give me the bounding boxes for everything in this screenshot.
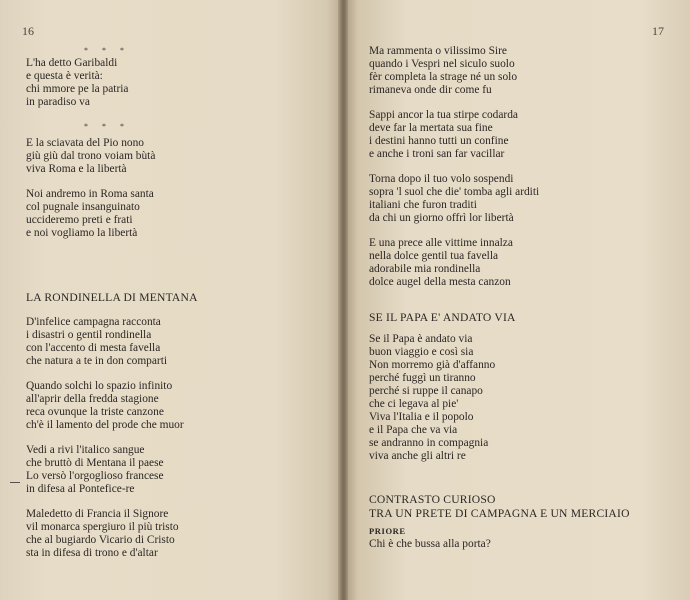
verse-line: che bruttò di Mentana il paese bbox=[26, 457, 164, 469]
verse-line: perché fuggì un tiranno bbox=[369, 372, 476, 384]
verse-line: con l'accento di mesta favella bbox=[26, 342, 161, 354]
verse-line: chi mmore pe la patria bbox=[26, 83, 129, 95]
verse-line: Vedi a rivi l'italico sangue bbox=[26, 444, 145, 456]
verse-line: Quando solchi lo spazio infinito bbox=[26, 380, 173, 392]
stanza bbox=[26, 316, 336, 368]
verse-line: nella dolce gentil tua favella bbox=[369, 250, 499, 262]
stanza bbox=[369, 45, 679, 97]
stanza bbox=[26, 137, 336, 176]
verse-line: sta in difesa di trono e d'altar bbox=[26, 547, 158, 559]
stanza bbox=[26, 57, 336, 109]
right-text-column bbox=[369, 45, 679, 551]
speaker-label: PRIORE bbox=[369, 526, 406, 536]
stanza bbox=[369, 109, 679, 161]
separator-stars: * * * bbox=[84, 46, 130, 55]
verse-line: i disastri o gentil rondinella bbox=[26, 329, 152, 341]
verse-line: sopra 'l suol che die' tomba agli arditi bbox=[369, 186, 540, 198]
verse-line: viva Roma e la libertà bbox=[26, 163, 127, 175]
stanza bbox=[369, 173, 679, 225]
verse-line: ch'è il lamento del prode che muor bbox=[26, 419, 184, 431]
verse-line: quando i Vespri nel siculo suolo bbox=[369, 58, 515, 70]
stanza bbox=[26, 444, 336, 496]
verse-line: i destini hanno tutti un confine bbox=[369, 135, 509, 147]
verse-line: Chi è che bussa alla porta? bbox=[369, 538, 491, 550]
verse-line: in difesa al Pontefice-re bbox=[26, 483, 135, 495]
verse-line: Non morremo già d'affanno bbox=[369, 359, 496, 371]
verse-line: Lo versò l'orgoglioso francese bbox=[26, 470, 164, 482]
verse-line: Maledetto di Francia il Signore bbox=[26, 508, 169, 520]
stanza bbox=[26, 508, 336, 560]
verse-line: vil monarca spergiuro il più tristo bbox=[26, 521, 179, 533]
verse-line: Torna dopo il tuo volo sospendi bbox=[369, 173, 514, 185]
verse-line: Se il Papa è andato via bbox=[369, 333, 473, 345]
left-text-column bbox=[26, 45, 336, 560]
verse-line: da chi un giorno offrì lor libertà bbox=[369, 212, 514, 224]
verse-line: in paradiso va bbox=[26, 96, 90, 108]
verse-line: se andranno in compagnia bbox=[369, 437, 489, 449]
verse-line: che al bugiardo Vicario di Cristo bbox=[26, 534, 175, 546]
verse-line: giù giù dal trono voiam bùtà bbox=[26, 150, 156, 162]
stanza bbox=[369, 333, 679, 463]
verse-line: reca ovunque la triste canzone bbox=[26, 406, 164, 418]
verse-line: rimaneva onde dir come fu bbox=[369, 84, 492, 96]
verse-line: E una prece alle vittime innalza bbox=[369, 237, 513, 249]
verse-line: uccideremo preti e frati bbox=[26, 214, 133, 226]
verse-line: fèr completa la strage né un solo bbox=[369, 71, 518, 83]
verse-line: Sappi ancor la tua stirpe codarda bbox=[369, 109, 518, 121]
verse-line: dolce augel della mesta canzon bbox=[369, 276, 511, 288]
right-page bbox=[344, 0, 690, 600]
verse-line: viva anche gli altri re bbox=[369, 450, 466, 462]
verse-line: D'infelice campagna racconta bbox=[26, 316, 161, 328]
verse-line: italiani che furon traditi bbox=[369, 199, 477, 211]
verse-line: che natura a te in don comparti bbox=[26, 355, 168, 367]
verse-line: Viva l'Italia e il popolo bbox=[369, 411, 474, 423]
verse-line: buon viaggio e così sia bbox=[369, 346, 474, 358]
stanza bbox=[26, 380, 336, 432]
verse-line: adorabile mia rondinella bbox=[369, 263, 481, 275]
verse-line: e questa è verità: bbox=[26, 70, 103, 82]
page-number-right: 17 bbox=[652, 24, 664, 38]
verse-line: che ci legava al pie' bbox=[369, 398, 459, 410]
poem-title: SE IL PAPA E' ANDATO VIA bbox=[369, 311, 516, 324]
separator-stars: * * * bbox=[84, 122, 130, 131]
poem-title: LA RONDINELLA DI MENTANA bbox=[26, 291, 198, 304]
stanza bbox=[369, 237, 679, 289]
verse-line: col pugnale insanguinato bbox=[26, 201, 140, 213]
page-number-left: 16 bbox=[22, 24, 34, 38]
verse-line: deve far la mertata sua fine bbox=[369, 122, 493, 134]
verse-line: e il Papa che va via bbox=[369, 424, 458, 436]
margin-mark bbox=[10, 482, 20, 483]
verse-line: all'aprir della fredda stagione bbox=[26, 393, 159, 405]
verse-line: e anche i troni san far vacillar bbox=[369, 148, 505, 160]
verse-line: L'ha detto Garibaldi bbox=[26, 57, 118, 69]
poem-title: CONTRASTO CURIOSO bbox=[369, 493, 496, 506]
book-gutter bbox=[338, 0, 348, 600]
verse-line: E la sciavata del Pio nono bbox=[26, 137, 144, 149]
stanza bbox=[26, 188, 336, 240]
left-page bbox=[0, 0, 344, 600]
verse-line: e noi vogliamo la libertà bbox=[26, 227, 138, 239]
verse-line: perché si ruppe il canapo bbox=[369, 385, 483, 397]
poem-subtitle: TRA UN PRETE DI CAMPAGNA E UN MERCIAIO bbox=[369, 507, 630, 520]
verse-line: Ma rammenta o vilissimo Sire bbox=[369, 45, 507, 57]
verse-line: Noi andremo in Roma santa bbox=[26, 188, 154, 200]
